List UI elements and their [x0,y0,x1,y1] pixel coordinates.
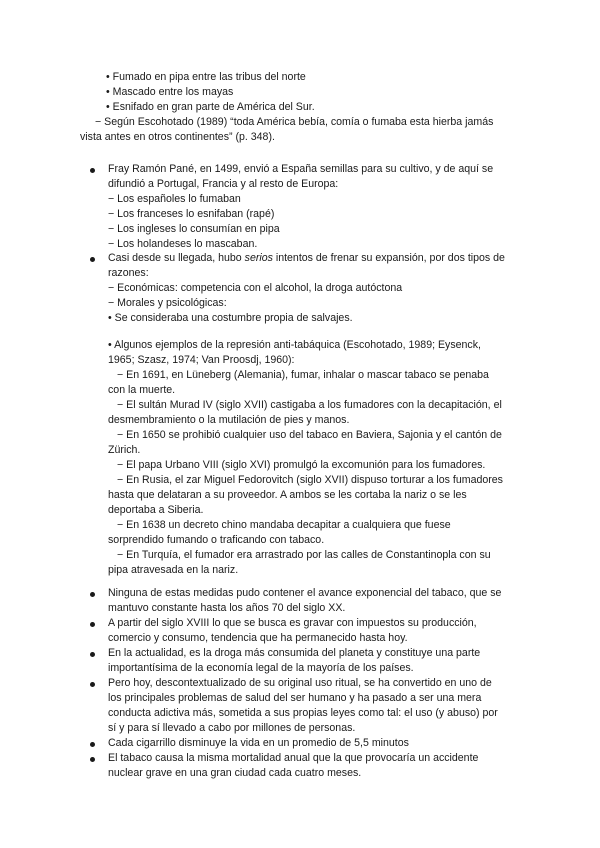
list-item: • Esnifado en gran parte de América del Sur. [106,101,315,113]
paragraph-line: • Algunos ejemplos de la represión anti-tabáquica (Escohotado, 1989; Eysenck, [108,339,481,351]
bullet-dot [90,592,95,597]
example-line: sorprendido fumando o traficando con tabaco. [108,534,325,546]
bullet-dot [90,742,95,747]
example-line: − En 1650 se prohibió cualquier uso del tabaco en Baviera, Sajonia y el cantón de [117,429,502,441]
paragraph-line: difundió a Portugal, Francia y al resto de Europa: [108,178,339,190]
list-item: − Los franceses lo esnifaban (rapé) [108,208,275,220]
example-line: Zürich. [108,444,141,456]
paragraph-line: El tabaco causa la misma mortalidad anual que la que provocaría un accidente [108,752,479,764]
quote-line: − Según Escohotado (1989) “toda América bebía, comía o fumaba esta hierba jamás [95,116,494,128]
paragraph-line: En la actualidad, es la droga más consumida del planeta y constituye una parte [108,647,481,659]
list-item: − Morales y psicológicas: [108,297,227,309]
paragraph-line: comercio y consumo, tendencia que ha permanecido hasta hoy. [108,632,408,644]
paragraph-line: los principales problemas de salud del ser humano y ha pasado a ser una mera [108,692,482,704]
list-item: − Los holandeses lo mascaban. [108,238,258,250]
paragraph-line: A partir del siglo XVIII lo que se busca es gravar con impuestos su producción, [108,617,477,629]
paragraph-line: nuclear grave en una gran ciudad cada cuatro meses. [108,767,362,779]
paragraph-line: importantísima de la economía legal de la mayoría de los países. [108,662,414,674]
bullet-dot [90,168,95,173]
list-item: • Fumado en pipa entre las tribus del norte [106,71,306,83]
list-item: − Los ingleses lo consumían en pipa [108,223,280,235]
paragraph-line: Cada cigarrillo disminuye la vida en un promedio de 5,5 minutos [108,737,409,749]
bullet-dot [90,682,95,687]
bullet-dot [90,757,95,762]
paragraph-line: Fray Ramón Pané, en 1499, envió a España semillas para su cultivo, y de aquí se [108,163,494,175]
example-line: con la muerte. [108,384,176,396]
example-line: desmembramiento o la mutilación de pies y manos. [108,414,350,426]
bullet-dot [90,622,95,627]
example-line: − El sultán Murad IV (siglo XVII) castigaba a los fumadores con la decapitación, el [117,399,502,411]
paragraph-line: 1965; Szasz, 1974; Van Proosdj, 1960): [108,354,295,366]
example-line: − En Rusia, el zar Miguel Fedorovitch (siglo XVII) dispuso torturar a los fumadores [117,474,503,486]
paragraph-line: sí y para sí llevado a cabo por millones de personas. [108,722,356,734]
example-line: deportaba a Siberia. [108,504,204,516]
list-item: − Económicas: competencia con el alcohol, la droga autóctona [108,282,403,294]
list-item: • Mascado entre los mayas [106,86,234,98]
example-line: − El papa Urbano VIII (siglo XVI) promulgó la excomunión para los fumadores. [117,459,486,471]
example-line: pipa atravesada en la nariz. [108,564,239,576]
list-item: − Los españoles lo fumaban [108,193,241,205]
list-item: • Se consideraba una costumbre propia de salvajes. [108,312,353,324]
paragraph-line: Pero hoy, descontextualizado de su original uso ritual, se ha convertido en uno de [108,677,492,689]
paragraph-line: Casi desde su llegada, hubo serios intentos de frenar su expansión, por dos tipos de [108,252,505,264]
example-line: − En Turquía, el fumador era arrastrado por las calles de Constantinopla con su [117,549,491,561]
paragraph-line: Ninguna de estas medidas pudo contener el avance exponencial del tabaco, que se [108,587,502,599]
bullet-dot [90,257,95,262]
emphasis: serios [244,252,273,264]
paragraph-line: mantuvo constante hasta los años 70 del siglo XX. [108,602,346,614]
quote-line: vista antes en otros continentes” (p. 348). [80,131,275,143]
bullet-dot [90,652,95,657]
paragraph-line: razones: [108,267,149,279]
example-line: − En 1691, en Lüneberg (Alemania), fumar, inhalar o mascar tabaco se penaba [117,369,489,381]
paragraph-line: conducta adictiva más, sometida a sus propias leyes como tal: el uso (y abuso) por [108,707,498,719]
example-line: − En 1638 un decreto chino mandaba decapitar a cualquiera que fuese [117,519,451,531]
example-line: hasta que delataran a su proveedor. A ambos se les cortaba la nariz o se les [108,489,467,501]
